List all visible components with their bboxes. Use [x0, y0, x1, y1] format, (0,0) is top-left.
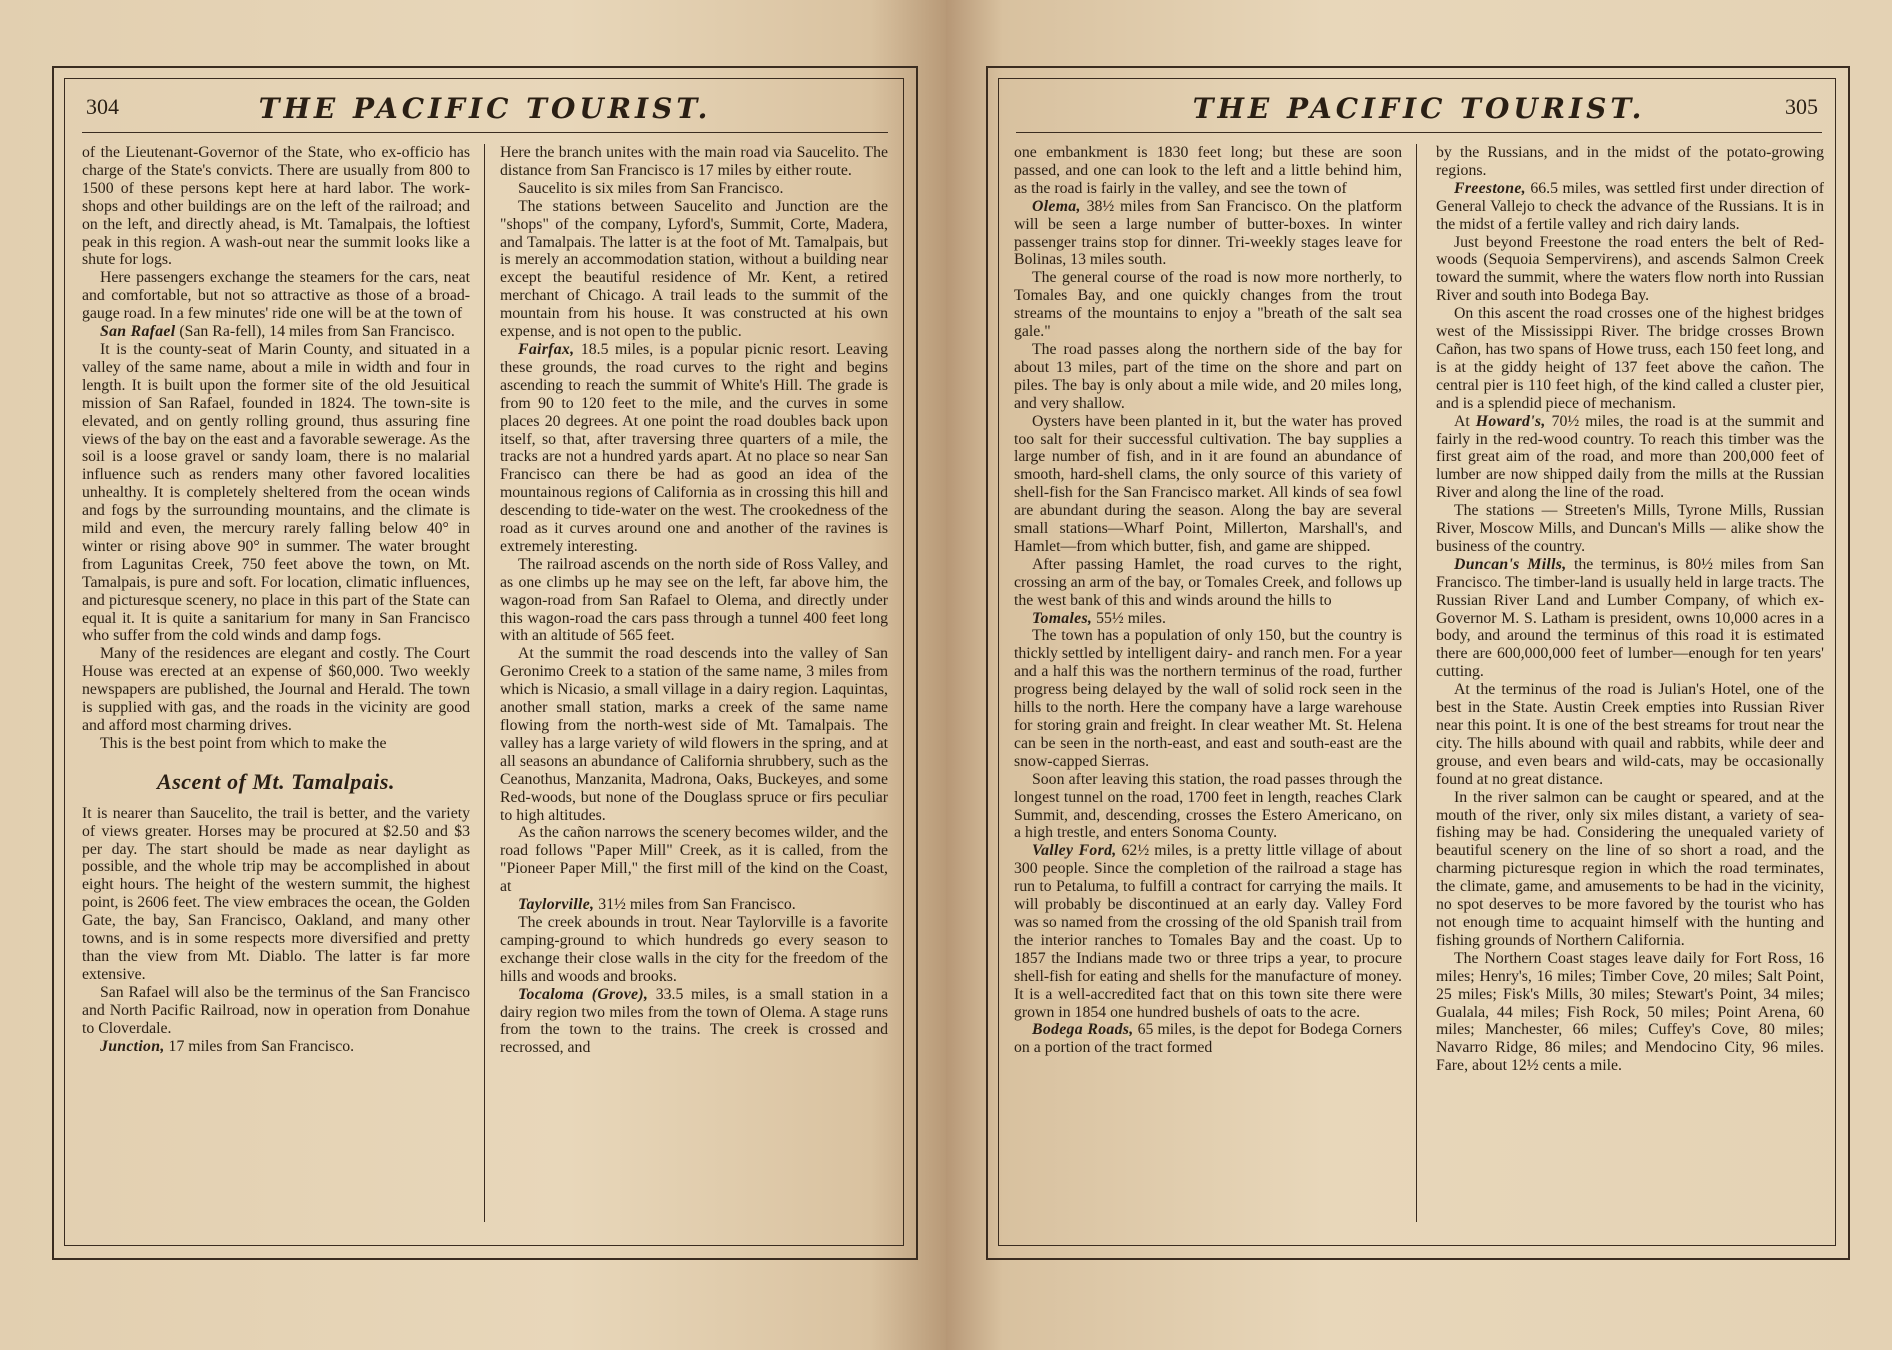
paragraph-text: 18.5 miles, is a popular picnic resort. Leaving these grounds, the road curves to the right and begins ascending to reach the summit of White's Hill. The grade is from 90 to 120 feet to the mile, and the curves in some places 20 degrees. At one point the road doubles back upon itself, so that, after traversing three quarters of a mile, the tracks are not a hundred yards apart. At no place so near San Francisco can there be had as good an idea of the mountainous regions of California as in crossing this hill and descending to tide-water on the west. The crookedness of the road as it curves around one and another of the ravines is extremely interesting.	[500, 340, 888, 555]
place-name: Junction,	[100, 1037, 165, 1055]
paragraph	[1436, 180, 1824, 234]
page-header	[1016, 86, 1822, 146]
paragraph: one embankment is 1830 feet long; but these are soon passed, and one can look to the left and a little behind him, as the road is fairly in the valley, and see the town of	[1014, 144, 1402, 197]
place-name: Freestone,	[1454, 179, 1526, 197]
right-page	[946, 0, 1892, 1350]
paragraph: On this ascent the road crosses one of the highest bridges west of the Mississippi River. The bridge crosses Brown Cañon, has two spans of Howe truss, each 150 feet long, and is at the giddy height of 137 feet above the cañon. The central pier is 110 feet high, of the kind called a cluster pier, and is a splendid piece of mechanism.	[1436, 305, 1824, 412]
paragraph	[82, 1038, 470, 1056]
paragraph-text: (San Ra-fell), 14 miles from San Francisco.	[175, 323, 455, 341]
paragraph: The road passes along the northern side of the bay for about 13 miles, part of the time on the shore and part on piles. The bay is only about a mile wide, and 20 miles long, and very shallow.	[1014, 340, 1402, 412]
paragraph-text: 33.5 miles, is a small station in a dairy region two miles from the town of Olema. A stage runs from the town to the trains. The creek is crossed and recrossed, and	[500, 985, 888, 1057]
paragraph: Here passengers exchange the steamers for the cars, neat and comfortable, but not so attractive as those of a broad-gauge road. In a few minutes' ride one will be at the town of	[82, 269, 470, 323]
place-name: Tomales,	[1032, 609, 1093, 627]
paragraph	[1014, 198, 1402, 270]
paragraph	[1014, 1021, 1402, 1057]
paragraph: In the river salmon can be caught or speared, and at the mouth of the river, only six miles distant, a variety of sea-fishing may be had. Considering the unequaled variety of beautiful scenery on the line of so short a road, and the charming picturesque region in which the road terminates, the climate, game, and amusements to be had in the vicinity, no spot deserves to be more favored by the tourist who has not enough time to acquaint himself with the hunting and fishing grounds of Northern California.	[1436, 788, 1824, 949]
paragraph-text: 17 miles from San Francisco.	[164, 1037, 355, 1055]
place-name: San Rafael	[100, 323, 176, 341]
paragraph: Here the branch unites with the main road via Saucelito. The distance from San Francisco is 17 miles by either route.	[500, 144, 888, 179]
place-name: Tocaloma (Grove),	[518, 985, 649, 1003]
place-name: Olema,	[1032, 197, 1081, 215]
paragraph: Many of the residences are elegant and costly. The Court House was erected at an expense of $60,000. Two weekly newspapers are published, the Journal and Herald. The town is supplied with gas, and the roads in the vicinity are good and afford most charming drives.	[82, 645, 470, 734]
column-left	[1014, 144, 1402, 1234]
paragraph: Saucelito is six miles from San Francisco.	[518, 179, 784, 197]
place-name: Taylorville,	[518, 896, 595, 914]
paragraph: San Rafael will also be the terminus of the San Francisco and North Pacific Railroad, now in operation from Donahue to Cloverdale.	[82, 983, 470, 1037]
page-number: 304	[86, 94, 119, 119]
header-rule	[82, 132, 888, 133]
paragraph: by the Russians, and in the midst of the potato-growing regions.	[1436, 144, 1824, 179]
text-columns	[1014, 144, 1824, 1234]
paragraph	[500, 341, 888, 556]
paragraph: Just beyond Freestone the road enters the belt of Red-woods (Sequoia Sempervirens), and ascends Salmon Creek toward the summit, where the waters flow north into Russian River and south into Bodega Bay.	[1436, 233, 1824, 305]
place-name: Duncan's Mills,	[1454, 555, 1567, 573]
paragraph	[1014, 842, 1402, 1021]
paragraph: At the terminus of the road is Julian's Hotel, one of the best in the State. Austin Creek empties into Russian River near this point. It is one of the best streams for trout near the city. The hills abound with quail and rabbits, while deer and grouse, and even bears and wild-cats, may be occasionally found at no great distance.	[1436, 681, 1824, 788]
page-header	[82, 86, 888, 146]
paragraph	[500, 896, 888, 914]
paragraph: At the summit the road descends into the valley of San Geronimo Creek to a station of the same name, 3 miles from which is Nicasio, a small village in a dairy region. Laquintas, another small station, marks a creek of the same name flowing from the north-west side of Mt. Tamalpais. The valley has a large variety of wild flowers in the spring, and at all seasons an abundance of California shrubbery, such as the Ceanothus, Manzanita, Madrona, Oaks, Buckeyes, and some Red-woods, but none of the Douglass spruce or firs peculiar to high altitudes.	[500, 645, 888, 824]
header-rule	[1016, 132, 1822, 133]
paragraph	[1436, 413, 1824, 503]
paragraph-text: 38½ miles from San Francisco. On the platform will be seen a large number of butter-boxes. In winter passenger trains stop for dinner. Tri-weekly stages leave for Bolinas, 13 miles south.	[1014, 197, 1402, 269]
paragraph: Soon after leaving this station, the road passes through the longest tunnel on the road, 1700 feet in length, reaches Clark Summit, and, descending, crosses the Estero Americano, on a high trestle, and enters Sonoma County.	[1014, 770, 1402, 842]
paragraph-text: the terminus, is 80½ miles from San Francisco. The timber-land is usually held in large tracts. The Russian River Land and Lumber Company, of which ex-Governor M. S. Latham is president, owns 10,000 acres in a body, and around the terminus of this road it is estimated there are 600,000,000 feet of lumber—enough for ten years' cutting.	[1436, 555, 1824, 681]
paragraph: It is nearer than Saucelito, the trail is better, and the variety of views greater. Horses may be procured at $2.50 and $3 per day. The start should be made as near daylight as possible, and the whole trip may be accomplished in about eight hours. The height of the western summit, the highest point, is 2606 feet. The view embraces the ocean, the Golden Gate, the bay, San Francisco, Oakland, and many other towns, and is in some respects more diversified and pretty than the view from Mt. Diablo. The latter is far more extensive.	[82, 804, 470, 983]
paragraph: As the cañon narrows the scenery becomes wilder, and the road follows "Paper Mill" Creek, as it is called, from the "Pioneer Paper Mill," the first mill of the kind on the Coast, at	[500, 824, 888, 896]
paragraph	[1014, 610, 1402, 628]
place-name: Howard's,	[1475, 412, 1546, 430]
paragraph-text: 66.5 miles, was settled first under direction of General Vallejo to check the advance of the Russians. It is in the midst of a fertile valley and rich dairy lands.	[1436, 179, 1824, 233]
column-right	[1436, 144, 1824, 1234]
running-head: THE PACIFIC TOURIST.	[258, 92, 712, 125]
paragraph: of the Lieutenant-Governor of the State, who ex-officio has charge of the State's convicts. There are usually from 800 to 1500 of these persons kept here at hard labor. The work-shops and other buildings are on the left of the railroad; and on the left, and directly ahead, is Mt. Tamalpais, the loftiest peak in this region. A wash-out near the summit looks like a shute for logs.	[82, 144, 470, 269]
paragraph: The creek abounds in trout. Near Taylorville is a favorite camping-ground to which hundreds go every season to exchange their close walls in the city for the freedom of the hills and woods and brooks.	[500, 913, 888, 985]
paragraph: It is the county-seat of Marin County, and situated in a valley of the same name, about a mile in width and four in length. It is built upon the former site of the old Jesuitical mission of San Rafael, founded in 1824. The town-site is elevated, and on gently rolling ground, thus assuring fine views of the bay on the east and a favorable sewerage. As the soil is a loose gravel or sandy loam, there is no malarial influence such as renders many other favored localities unhealthy. It is completely sheltered from the ocean winds and fogs by the surrounding mountains, and the climate is mild and even, the mercury rarely falling below 40° in winter or rising above 90° in summer. The water brought from Lagunitas Creek, 750 feet above the town, on Mt. Tamalpais, is pure and soft. For location, climatic influences, and picturesque scenery, no place in this part of the State can equal it. It is quite a sanitarium for many in San Francisco who suffer from the cold winds and damp fogs.	[82, 340, 470, 645]
place-name: Bodega Roads,	[1032, 1021, 1134, 1039]
paragraph: The town has a population of only 150, but the country is thickly settled by intelligent dairy- and ranch men. For a year and a half this was the northern terminus of the road, further progress being delayed by the wall of solid rock seen in the hills to the north. Here the company have a large warehouse for storing grain and freight. In clear weather Mt. St. Helena can be seen in the north-east, and east and south-east are the snow-capped Sierras.	[1014, 627, 1402, 770]
column-divider	[1416, 144, 1417, 1222]
paragraph: After passing Hamlet, the road curves to the right, crossing an arm of the bay, or Tomales Creek, and follows up the west bank of this and winds around the hills to	[1014, 555, 1402, 609]
place-name: Fairfax,	[518, 340, 575, 358]
paragraph	[500, 986, 888, 1058]
column-divider	[484, 144, 485, 1222]
paragraph	[1436, 556, 1824, 681]
paragraph: The stations between Saucelito and Junction are the "shops" of the company, Lyford's, Summit, Corte, Madera, and Tamalpais. The latter is at the foot of Mt. Tamalpais, but is merely an accommodation station, without a building near except the beautiful residence of Mr. Kent, a retired merchant of Chicago. A trail leads to the summit of the mountain from his house. It was constructed at his own expense, and is not open to the public.	[500, 197, 888, 341]
paragraph: The Northern Coast stages leave daily for Fort Ross, 16 miles; Henry's, 16 miles; Timber Cove, 20 miles; Salt Point, 25 miles; Fisk's Mills, 30 miles; Stewart's Point, 34 miles; Gualala, 44 miles; Fish Rock, 50 miles; Point Arena, 60 miles; Manchester, 66 miles; Cuffey's Cove, 80 miles; Navarro Ridge, 86 miles; and Mendocino City, 96 miles. Fare, about 12½ cents a mile.	[1436, 949, 1824, 1075]
place-name: Valley Ford,	[1032, 842, 1117, 860]
paragraph-text: 62½ miles, is a pretty little village of about 300 people. Since the completion of the railroad a stage has run to Petaluma, to fulfill a contract for carrying the mails. It will probably be discontinued at an early day. Valley Ford was so named from the crossing of the old Spanish trail from the interior ranches to Tomales Bay and the coast. Up to 1857 the Indians made two or three trips a year, to procure shell-fish for eating and shells for the manufacture of money. It is a well-accredited fact that on this town site there were grown in 1854 one hundred bushels of oats to the acre.	[1014, 842, 1402, 1021]
paragraph: Oysters have been planted in it, but the water has proved too salt for their successful cultivation. The bay supplies a large number of fish, and in it are found an abundance of smooth, hard-shell clams, the only source of this variety of shell-fish for the San Francisco market. All kinds of sea fowl are abundant during the season. Along the bay are several small stations—Wharf Point, Millerton, Marshall's, and Hamlet—from which butter, fish, and game are shipped.	[1014, 412, 1402, 555]
page-number: 305	[1785, 94, 1818, 119]
column-right	[500, 144, 888, 1234]
paragraph-text: 55½ miles.	[1092, 609, 1166, 627]
paragraph	[82, 323, 470, 341]
column-left	[82, 144, 470, 1234]
paragraph: The stations — Streeten's Mills, Tyrone Mills, Russian River, Moscow Mills, and Duncan's Mills — alike show the business of the country.	[1436, 502, 1824, 555]
paragraph: This is the best point from which to make the	[100, 734, 387, 752]
paragraph-text: 31½ miles from San Francisco.	[594, 896, 796, 914]
section-heading: Ascent of Mt. Tamalpais.	[157, 768, 395, 794]
paragraph-text: 65 miles, is the depot for Bodega Corners on a portion of the tract formed	[1014, 1021, 1402, 1057]
running-head: THE PACIFIC TOURIST.	[1192, 92, 1646, 125]
paragraph: The general course of the road is now more northerly, to Tomales Bay, and one quickly changes from the trout streams of the mountains to enjoy a "breath of the salt sea gale."	[1014, 269, 1402, 341]
paragraph: The railroad ascends on the north side of Ross Valley, and as one climbs up he may see on the left, far above him, the wagon-road from San Rafael to Olema, and directly under this wagon-road the cars pass through a tunnel 400 feet long with an altitude of 565 feet.	[500, 555, 888, 645]
paragraph-text: At	[1454, 412, 1476, 430]
paragraph-text: 70½ miles, the road is at the summit and fairly in the red-wood country. To reach this timber was the first great aim of the road, and more than 200,000 feet of lumber are now shipped daily from the mills at the Russian River and along the line of the road.	[1436, 412, 1824, 502]
text-columns	[82, 144, 888, 1234]
